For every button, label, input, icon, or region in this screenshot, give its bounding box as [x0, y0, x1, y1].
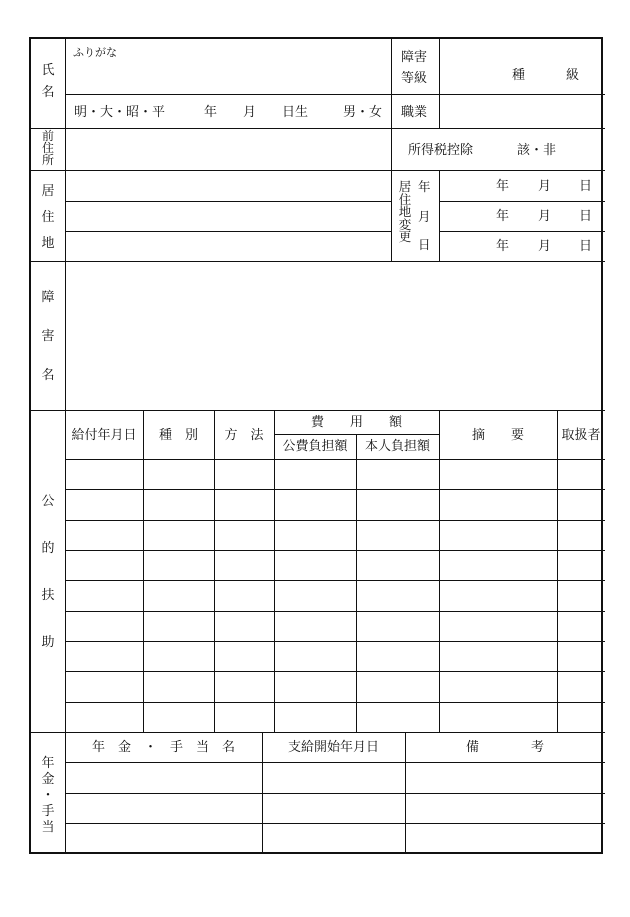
name-label: 氏 名 — [41, 63, 55, 100]
divider — [439, 231, 605, 232]
divider — [356, 434, 357, 732]
divider — [214, 410, 215, 732]
residence-label: 居 住 地 — [41, 184, 55, 251]
grade-label: 障害 — [401, 50, 428, 65]
column-header-cost: 費 用 額 — [310, 415, 402, 430]
divider — [439, 39, 440, 128]
column-header-date: 給付年月日 — [71, 428, 137, 443]
date-month: 月 — [538, 179, 552, 194]
column-header-type: 種 別 — [158, 428, 198, 443]
column-header-remarks: 備 考 — [465, 740, 544, 755]
divider — [143, 410, 144, 732]
sex-field: 男・女 — [343, 105, 383, 120]
divider — [65, 520, 605, 521]
public-assistance-label: 公 的 扶 助 — [41, 494, 55, 650]
date-day: 日 — [579, 239, 593, 254]
divider — [65, 459, 605, 460]
divider — [31, 128, 605, 129]
occupation-label: 職業 — [401, 105, 428, 120]
column-header-public-cost: 公費負担額 — [282, 439, 348, 454]
divider — [65, 39, 66, 854]
date-year: 年 — [496, 209, 510, 224]
divider — [65, 671, 605, 672]
column-header-summary: 摘 要 — [471, 428, 524, 443]
date-month: 月 — [538, 209, 552, 224]
residence-change-label: 居 住 地 変 更 — [398, 179, 412, 244]
residence-change-ymd: 日 — [418, 237, 431, 252]
divider — [391, 39, 392, 261]
divider — [439, 410, 440, 732]
residence-change-ymd: 月 — [418, 209, 431, 224]
tax-deduction-value: 該・非 — [517, 143, 557, 158]
divider — [557, 410, 558, 732]
divider — [439, 170, 440, 261]
grade-type-unit: 種 — [512, 68, 526, 83]
divider — [65, 823, 605, 824]
residence-change-ymd: 年 — [418, 179, 431, 194]
divider — [65, 231, 391, 232]
divider — [65, 762, 605, 763]
divider — [65, 550, 605, 551]
grade-level-unit: 級 — [566, 68, 580, 83]
divider — [65, 201, 391, 202]
column-header-method: 方 法 — [224, 428, 264, 443]
record-form — [29, 37, 603, 854]
furigana-label: ふりがな — [73, 46, 117, 59]
disability-name-label: 障 害 名 — [41, 290, 55, 383]
divider — [65, 94, 605, 95]
divider — [31, 732, 605, 733]
column-header-self-cost: 本人負担額 — [364, 439, 430, 454]
grade-label: 等級 — [401, 71, 428, 86]
column-header-handler: 取扱者 — [561, 428, 601, 443]
date-day: 日 — [579, 179, 593, 194]
divider — [65, 611, 605, 612]
divider — [65, 489, 605, 490]
date-year: 年 — [496, 239, 510, 254]
divider — [65, 793, 605, 794]
date-day: 日 — [579, 209, 593, 224]
divider — [439, 201, 605, 202]
date-year: 年 — [496, 179, 510, 194]
column-header-pension-name: 年 金 ・ 手 当 名 — [91, 740, 235, 755]
divider — [65, 702, 605, 703]
divider — [31, 261, 605, 262]
divider — [31, 170, 605, 171]
column-header-start-date: 支給開始年月日 — [287, 740, 379, 755]
previous-address-label: 前 住 所 — [41, 129, 54, 167]
divider — [274, 410, 275, 732]
divider — [65, 580, 605, 581]
date-month: 月 — [538, 239, 552, 254]
birthdate-field: 明・大・昭・平 年 月 日生 — [74, 105, 309, 120]
divider — [65, 641, 605, 642]
divider — [31, 410, 605, 411]
pension-allowance-label: 年 金 ・ 手 当 — [41, 756, 55, 835]
tax-deduction-label: 所得税控除 — [408, 143, 474, 158]
